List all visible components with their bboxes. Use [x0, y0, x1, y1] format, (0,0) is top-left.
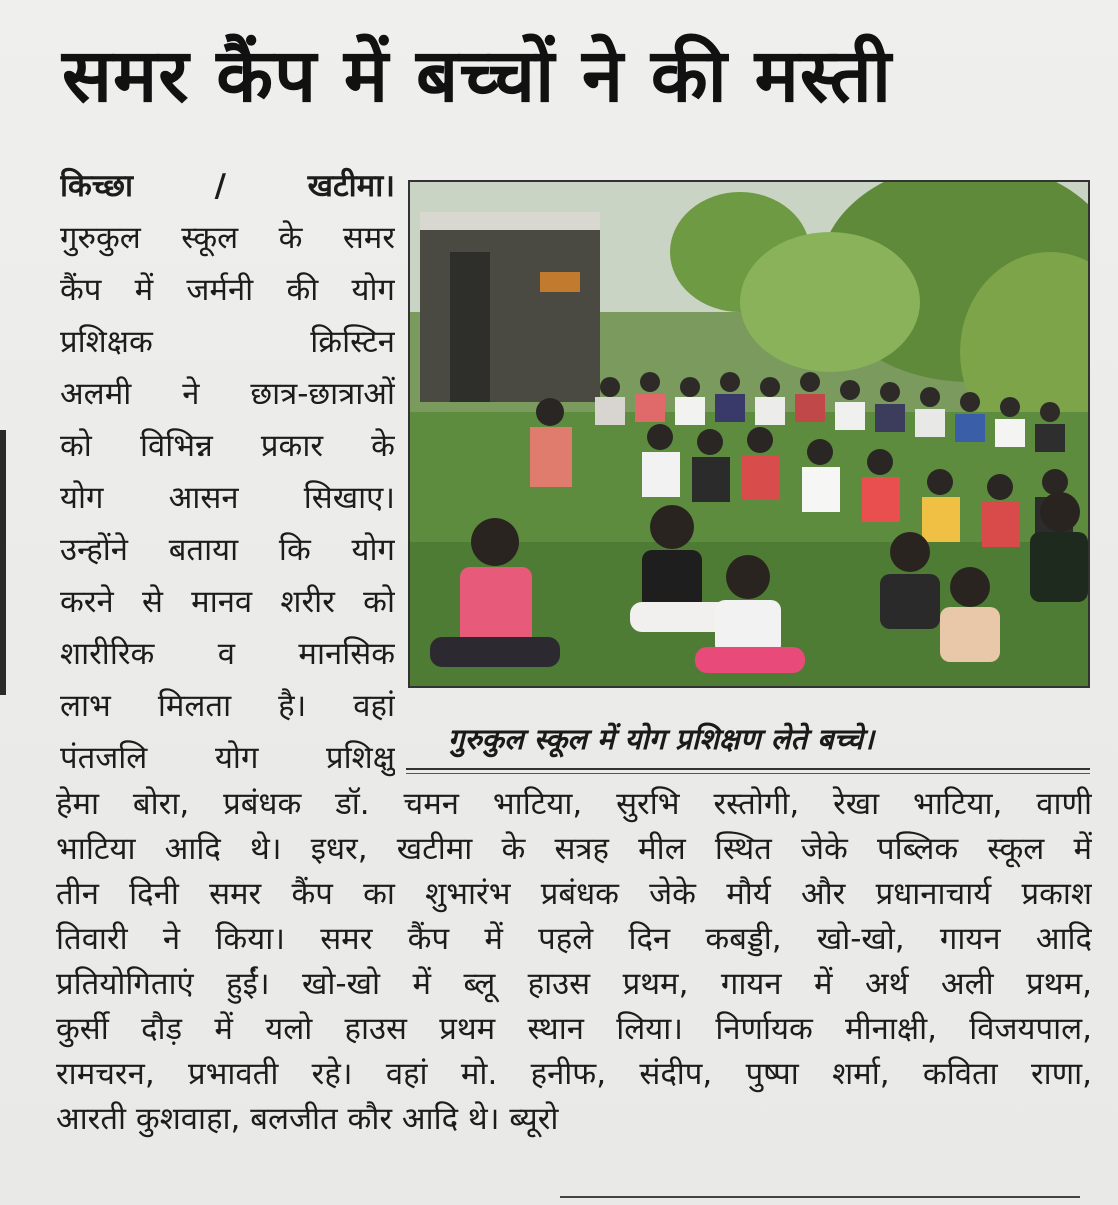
- article-end-rule: [560, 1196, 1080, 1198]
- column-line: प्रशिक्षक क्रिस्टिन: [60, 324, 395, 360]
- article-column-text: [60, 160, 395, 784]
- column-line: कैंप में जर्मनी की योग: [60, 272, 395, 308]
- column-line: को विभिन्न प्रकार के: [60, 428, 395, 464]
- column-line: शारीरिक व मानसिक: [60, 636, 395, 672]
- column-line: अलमी ने छात्र-छात्राओं: [60, 376, 395, 412]
- body-line: रामचरन, प्रभावती रहे। वहां मो. हनीफ, संदीप, पुष्पा शर्मा, कविता राणा,: [56, 1056, 1092, 1092]
- scan-edge-shadow: [0, 430, 6, 695]
- body-line: प्रतियोगिताएं हुईं। खो-खो में ब्लू हाउस प्रथम, गायन में अर्थ अली प्रथम,: [56, 966, 1092, 1002]
- body-line: आरती कुशवाहा, बलजीत कौर आदि थे। ब्यूरो: [56, 1101, 559, 1137]
- body-line: हेमा बोरा, प्रबंधक डॉ. चमन भाटिया, सुरभि रस्तोगी, रेखा भाटिया, वाणी: [56, 786, 1092, 822]
- article-body-text: [56, 782, 1092, 1142]
- column-line: लाभ मिलता है। वहां: [60, 688, 395, 724]
- column-line: करने से मानव शरीर को: [60, 584, 395, 620]
- yoga-children-photo: [410, 182, 1088, 686]
- article-photo: [408, 180, 1090, 688]
- column-line: उन्होंने बताया कि योग: [60, 532, 395, 568]
- article-headline: समर कैंप में बच्चों ने की मस्ती: [62, 33, 892, 119]
- body-line: तीन दिनी समर कैंप का शुभारंभ प्रबंधक जेके मौर्य और प्रधानाचार्य प्रकाश: [56, 876, 1092, 912]
- column-line: गुरुकुल स्कूल के समर: [60, 220, 395, 256]
- column-line: पंतजलि योग प्रशिक्षु: [60, 740, 395, 776]
- caption-divider: [406, 768, 1090, 774]
- column-line: योग आसन सिखाए।: [60, 480, 395, 516]
- body-line: कुर्सी दौड़ में यलो हाउस प्रथम स्थान लिया। निर्णायक मीनाक्षी, विजयपाल,: [56, 1011, 1092, 1047]
- body-line: भाटिया आदि थे। इधर, खटीमा के सत्रह मील स्थित जेके पब्लिक स्कूल में: [56, 831, 1092, 867]
- body-line: तिवारी ने किया। समर कैंप में पहले दिन कबड्डी, खो-खो, गायन आदि: [56, 921, 1092, 957]
- article-dateline: किच्छा / खटीमा।: [60, 168, 395, 204]
- photo-caption: गुरुकुल स्कूल में योग प्रशिक्षण लेते बच्चे।: [448, 722, 874, 756]
